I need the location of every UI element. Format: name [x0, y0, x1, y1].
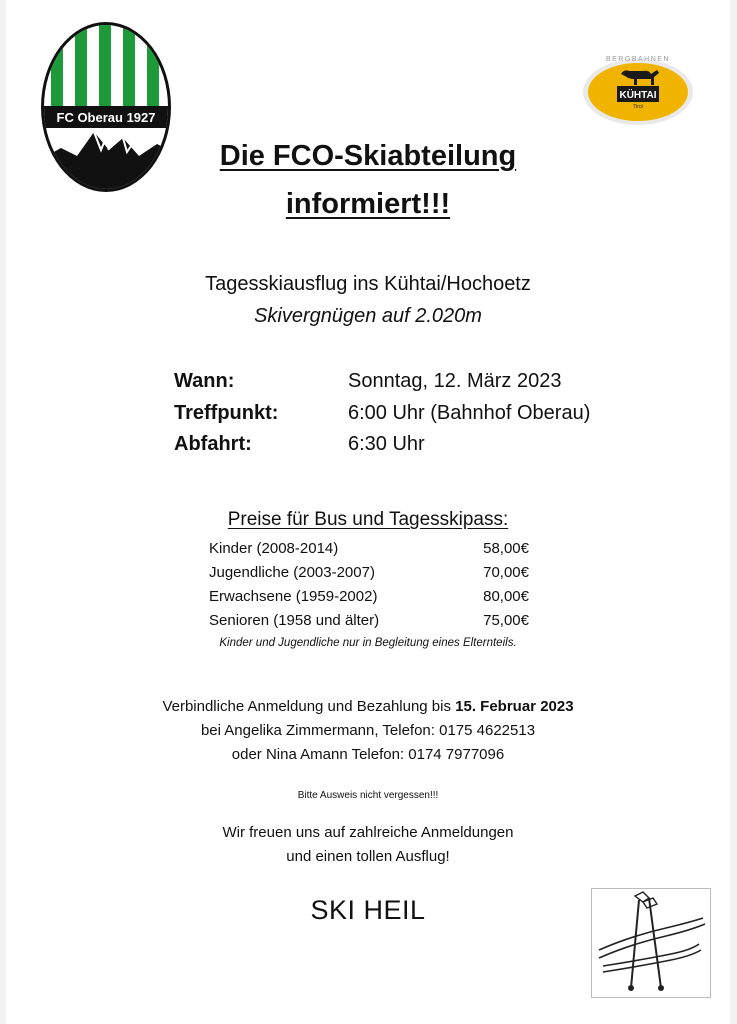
info-value-departure: 6:30 Uhr — [348, 433, 425, 455]
price-value: 58,00€ — [483, 540, 529, 557]
ski-illustration-icon — [591, 888, 711, 998]
prices-heading: Preise für Bus und Tagesskipass: — [227, 509, 509, 530]
subtitle-line-1: Tagesskiausflug ins Kühtai/Hochoetz — [205, 273, 531, 295]
registration-line-3: oder Nina Amann Telefon: 0174 7977096 — [231, 746, 505, 763]
info-label-when: Wann: — [174, 370, 235, 392]
flyer-page — [6, 0, 730, 1024]
ski-heil-signoff: SKI HEIL — [310, 895, 426, 925]
price-label: Erwachsene (1959-2002) — [209, 588, 378, 605]
kuehtai-logo-small: Tirol — [633, 104, 643, 110]
price-label: Jugendliche (2003-2007) — [209, 564, 375, 581]
price-row — [209, 540, 529, 562]
registration-line-2: bei Angelika Zimmermann, Telefon: 0175 4622513 — [200, 722, 536, 739]
registration-prefix: Verbindliche Anmeldung und Bezahlung bis — [162, 698, 456, 715]
price-row — [209, 564, 529, 586]
registration-deadline: 15. Februar 2023 — [455, 698, 574, 715]
price-label: Kinder (2008-2014) — [209, 540, 339, 557]
reminder-text: Bitte Ausweis nicht vergessen!!! — [297, 790, 439, 801]
price-value: 70,00€ — [483, 564, 529, 581]
prices-note: Kinder und Jugendliche nur in Begleitung eines Elternteils. — [219, 637, 517, 649]
subtitle-line-2: Skivergnügen auf 2.020m — [254, 305, 482, 327]
price-label: Senioren (1958 und älter) — [209, 612, 380, 629]
price-value: 80,00€ — [483, 588, 529, 605]
closing-line-1: Wir freuen uns auf zahlreiche Anmeldungen — [222, 824, 514, 841]
fc-oberau-logo-text: FC Oberau 1927 — [56, 110, 156, 125]
registration-line-1 — [6, 698, 730, 715]
info-value-when: Sonntag, 12. März 2023 — [348, 370, 562, 392]
price-value: 75,00€ — [483, 612, 529, 629]
info-value-meeting-point: 6:00 Uhr (Bahnhof Oberau) — [348, 402, 591, 424]
price-row — [209, 612, 529, 634]
price-row — [209, 588, 529, 610]
info-label-departure: Abfahrt: — [174, 433, 252, 455]
title-line-2: informiert!!! — [285, 188, 451, 220]
kuehtai-logo-arc-text: BERGBAHNEN — [605, 56, 671, 63]
info-label-meeting-point: Treffpunkt: — [174, 402, 279, 424]
title-line-1: Die FCO-Skiabteilung — [219, 140, 517, 172]
closing-line-2: und einen tollen Ausflug! — [286, 848, 450, 865]
kuehtai-logo-name: KÜHTAI — [619, 90, 657, 101]
kuehtai-logo — [581, 48, 695, 132]
